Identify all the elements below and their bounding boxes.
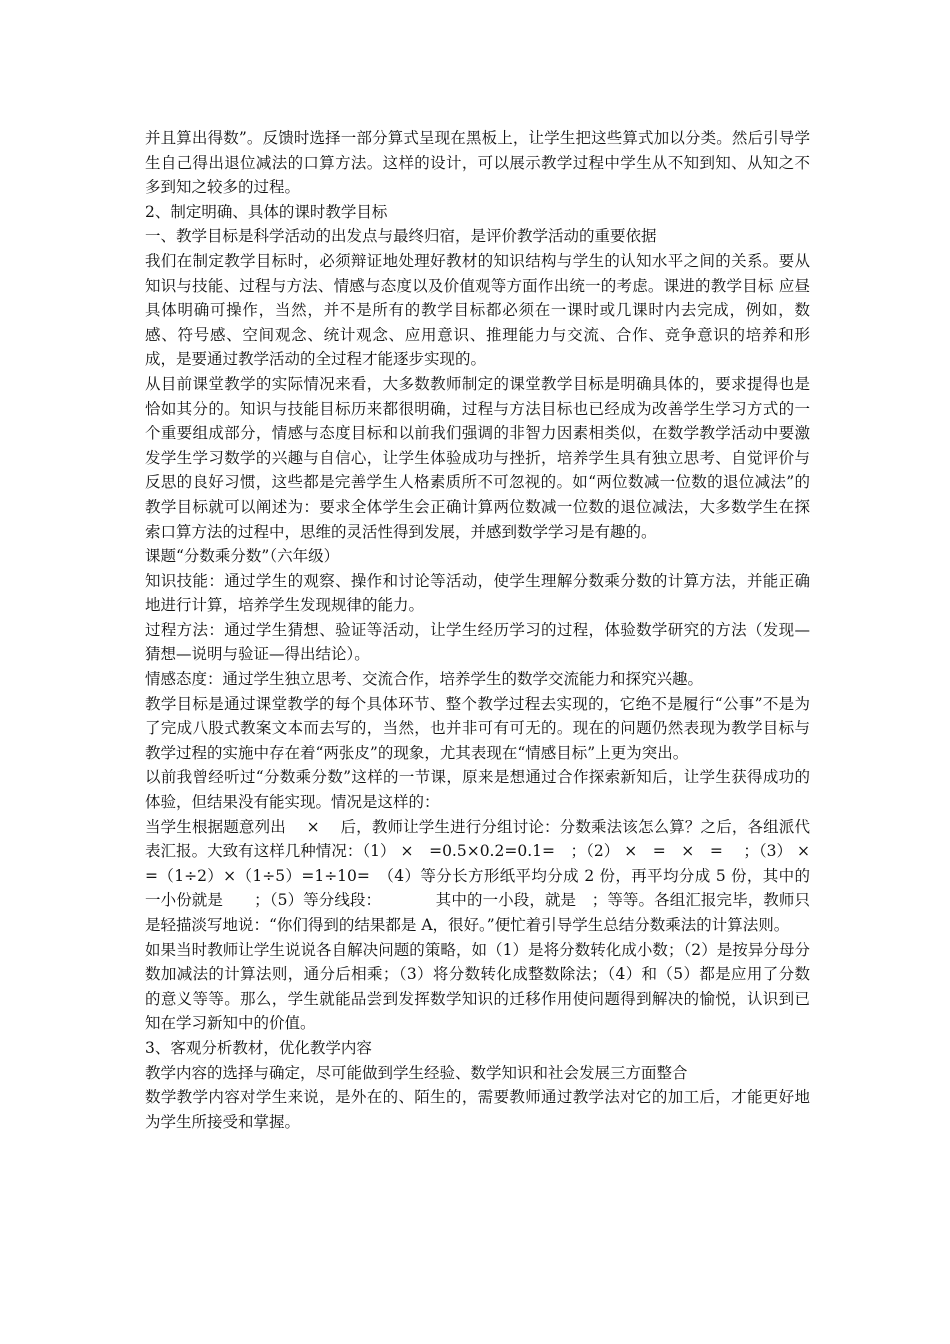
goal-knowledge-skills: 知识技能：通过学生的观察、操作和讨论等活动，使学生理解分数乘分数的计算方法，并能正确地进行计算，培养学生发现规律的能力。 <box>145 571 810 615</box>
section-heading: 3、客观分析教材，优化教学内容 <box>145 1038 372 1057</box>
paragraph: 教学内容的选择与确定，尽可能做到学生经验、数学知识和社会发展三方面整合 <box>145 1063 688 1082</box>
paragraph: 如果当时教师让学生说说各自解决问题的策略，如（1）是将分数转化成小数；（2）是按异分母分数加减法的计算法则，通分后相乘；（3）将分数转化成整数除法；（4）和（5）都是应用了分数的意义等等。那么，学生就能品尝到发挥数学知识的迁移作用使问题得到解决的愉悦，认识到已知在学习新知中的价值。 <box>145 940 810 1033</box>
section-heading: 2、制定明确、具体的课时教学目标 <box>145 202 388 221</box>
document-body <box>145 126 826 1134</box>
paragraph: 当学生根据题意列出 × 后，教师让学生进行分组讨论：分数乘法该怎么算？之后，各组派代表汇报。大致有这样几种情况：（1） × =0.5×0.2=0.1= ；（2） × = × = ；（3） × =（1÷2）×（1÷5）=1÷10= （4）等分长方形纸平均分成 2 份，再平均分成 5 份，其中的一小份就是 ；（5）等分线段： 其中的一小段，就是 ；等等。各组汇报完毕，教师只是轻描淡写地说：“你们得到的结果都是 A，很好。”便忙着引导学生总结分数乘法的计算法则。 <box>145 817 826 934</box>
paragraph: 以前我曾经听过“分数乘分数”这样的一节课，原来是想通过合作探索新知后，让学生获得成功的体验，但结果没有能实现。情况是这样的： <box>145 768 810 812</box>
paragraph: 我们在制定教学目标时，必须辩证地处理好教材的知识结构与学生的认知水平之间的关系。要从知识与技能、过程与方法、情感与态度以及价值观等方面作出统一的考虑。课进的教学目标 应昼具体明确可操作，当然，并不是所有的教学目标都必须在一课时或几课时内去完成，例如，数感、符号感、空间观念、统计观念、应用意识、推理能力与交流、合作、竞争意识的培养和形成，是要通过教学活动的全过程才能逐步实现的。 <box>145 251 810 369</box>
paragraph: 数学教学内容对学生来说，是外在的、陌生的，需要教师通过教学法对它的加工后，才能更好地为学生所接受和掌握。 <box>145 1088 810 1131</box>
goal-process-method: 过程方法：通过学生猜想、验证等活动，让学生经历学习的过程，体验数学研究的方法（发现—猜想—说明与验证—得出结论）。 <box>145 620 810 664</box>
paragraph: 并且算出得数”。反馈时选择一部分算式呈现在黑板上，让学生把这些算式加以分类。然后引导学生自己得出退位减法的口算方法。这样的设计，可以展示教学过程中学生从不知到知、从知之不多到知之较多的过程。 <box>145 129 810 197</box>
paragraph: 教学目标是通过课堂教学的每个具体环节、整个教学过程去实现的，它绝不是履行“公事”不是为了完成八股式教案文本而去写的，当然，也并非可有可无的。现在的问题仍然表现为教学目标与教学过程的实施中存在着“两张皮”的现象，尤其表现在“情感目标”上更为突出。 <box>145 694 810 762</box>
goal-emotion-attitude: 情感态度：通过学生独立思考、交流合作，培养学生的数学交流能力和探究兴趣。 <box>145 670 704 689</box>
paragraph: 从目前课堂教学的实际情况来看，大多数教师制定的课堂教学目标是明确具体的，要求提得也是恰如其分的。知识与技能目标历来都很明确，过程与方法目标也已经成为改善学生学习方式的一个重要组成部分，情感与态度目标和以前我们强调的非智力因素相类似，在数学教学活动中要激发学生学习数学的兴趣与自信心，让学生体验成功与挫折，培养学生具有独立思考、自觉评价与反思的良好习惯，这些都是完善学生人格素质所不可忽视的。如“两位数减一位数的退位减法”的教学目标就可以阐述为：要求全体学生会正确计算两位数减一位数的退位减法，大多数学生在探索口算方法的过程中，思维的灵活性得到发展，并感到数学学习是有趣的。 <box>145 374 810 541</box>
subsection-heading: 一、教学目标是科学活动的出发点与最终归宿，是评价教学活动的重要依据 <box>145 227 657 246</box>
lesson-title: 课题“分数乘分数”（六年级） <box>145 547 340 566</box>
